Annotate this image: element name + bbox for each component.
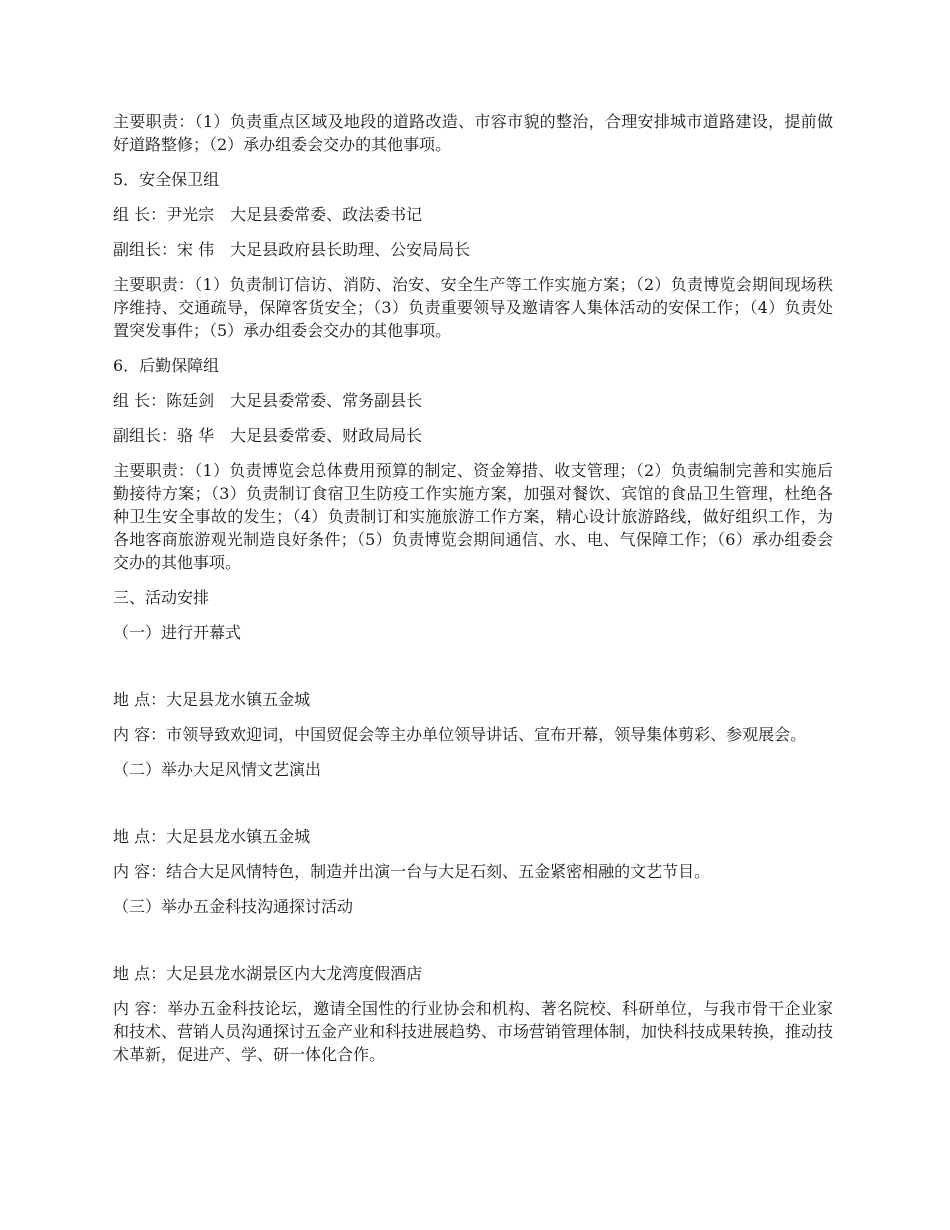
duties-paragraph-security: 主要职责：（1）负责制订信访、消防、治安、安全生产等工作实施方案；（2）负责博览会期间现场秩序维持、交通疏导，保障客货安全；（3）负责重要领导及邀请客人集体活动的安保工作；（4）负责处置突发事件；（5）承办组委会交办的其他事项。 (113, 275, 833, 340)
activity-content-opening: 内 容：市领导致欢迎词，中国贸促会等主办单位领导讲话、宣布开幕，领导集体剪彩、参观展会。 (113, 725, 807, 744)
deputy-leader-security: 副组长：宋 伟 大足县政府县长助理、公安局局长 (113, 240, 471, 259)
activity-heading-performance: （二）举办大足风情文艺演出 (113, 760, 322, 779)
activity-content-performance: 内 容：结合大足风情特色，制造并出演一台与大足石刻、五金紧密相融的文艺节目。 (113, 862, 711, 881)
document-body (113, 110, 833, 1078)
section-heading-security-group: 5．安全保卫组 (113, 170, 220, 189)
deputy-leader-logistics: 副组长：骆 华 大足县委常委、财政局局长 (113, 426, 423, 445)
activity-location-opening: 地 点：大足县龙水镇五金城 (113, 690, 311, 709)
activity-content-forum: 内 容：举办五金科技论坛，邀请全国性的行业协会和机构、著名院校、科研单位，与我市骨干企业家和技术、营销人员沟通探讨五金产业和科技进展趋势、市场营销管理体制，加快科技成果转换，推动技术革新，促进产、学、研一体化合作。 (113, 999, 834, 1064)
group-leader-logistics: 组 长：陈廷剑 大足县委常委、常务副县长 (113, 391, 423, 410)
duties-paragraph-logistics: 主要职责：（1）负责博览会总体费用预算的制定、资金筹措、收支管理；（2）负责编制完善和实施后勤接待方案；（3）负责制订食宿卫生防疫工作实施方案，加强对餐饮、宾馆的食品卫生管理，杜绝各种卫生安全事故的发生；（4）负责制订和实施旅游工作方案，精心设计旅游路线，做好组织工作，为各地客商旅游观光制造良好条件；（5）负责博览会期间通信、水、电、气保障工作；（6）承办组委会交办的其他事项。 (113, 461, 833, 572)
activity-location-performance: 地 点：大足县龙水镇五金城 (113, 827, 311, 846)
section-heading-logistics-group: 6．后勤保障组 (113, 356, 220, 375)
section-heading-activities: 三、活动安排 (113, 588, 210, 607)
activity-heading-forum: （三）举办五金科技沟通探讨活动 (113, 897, 354, 916)
group-leader-security: 组 长：尹光宗 大足县委常委、政法委书记 (113, 205, 423, 224)
duties-paragraph-road: 主要职责：（1）负责重点区域及地段的道路改造、市容市貌的整治，合理安排城市道路建设，提前做好道路整修；（2）承办组委会交办的其他事项。 (113, 112, 833, 154)
activity-location-forum: 地 点：大足县龙水湖景区内大龙湾度假酒店 (113, 964, 423, 983)
activity-heading-opening: （一）进行开幕式 (113, 623, 242, 642)
